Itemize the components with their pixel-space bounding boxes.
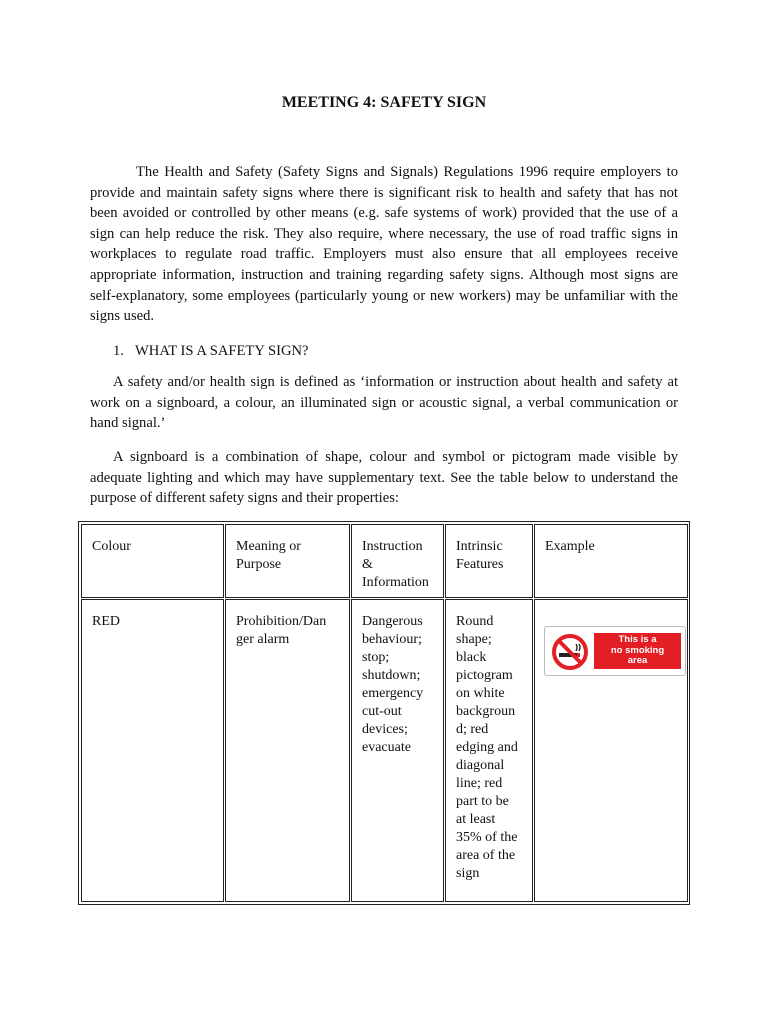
section-number: 1. — [113, 343, 124, 359]
header-instruction: Instruction & Information — [351, 524, 444, 598]
header-features: Intrinsic Features — [445, 524, 533, 598]
no-smoking-sign — [544, 626, 686, 676]
signboard-paragraph: A signboard is a combination of shape, colour and symbol or pictogram made visible by adequate lighting and which may have supplementary text. See the table below to understand the purpose of different safety signs and their properties: — [90, 449, 678, 507]
header-colour: Colour — [81, 524, 224, 598]
definition-paragraph: A safety and/or health sign is defined as ‘information or instruction about health and safety at work on a signboard, a colour, an illuminated sign or acoustic signal, a verbal communication or hand signal.’ — [90, 374, 678, 432]
intro-paragraph: The Health and Safety (Safety Signs and Signals) Regulations 1996 require employers to provide and maintain safety signs where there is significant risk to health and safety that has not been avoided or controlled by other means (e.g. safe systems of work) provided that the use of a sign can help reduce the risk. They also require, where necessary, the use of road traffic signs in workplaces to regulate road traffic. Employers must also ensure that all employees receive appropriate information, instruction and training regarding safety signs. Although most signs are self-explanatory, some employees (particularly young or new workers) may be unfamiliar with the signs used. — [90, 164, 678, 325]
sign-text-line: This is a — [618, 634, 657, 645]
row-red-meaning: Prohibition/Dan ger alarm — [225, 599, 350, 902]
header-example: Example — [534, 524, 688, 598]
section-heading — [113, 341, 701, 361]
section-heading-text: WHAT IS A SAFETY SIGN? — [135, 343, 309, 359]
sign-text-panel — [594, 633, 681, 669]
sign-text-line: no smoking — [610, 644, 665, 656]
row-red-instruction: Dangerous behaviour; stop; shutdown; emergency cut-out devices; evacuate — [351, 599, 444, 902]
row-red-features: Round shape; black pictogram on white backgroun d; red edging and diagonal line; red part to be at least 35% of the area of the sign — [445, 599, 533, 902]
page-title: MEETING 4: SAFETY SIGN — [281, 94, 487, 111]
no-smoking-icon — [550, 633, 590, 671]
row-red-colour: RED — [81, 599, 224, 902]
header-meaning: Meaning or Purpose — [225, 524, 350, 598]
sign-text-line: area — [627, 655, 648, 666]
